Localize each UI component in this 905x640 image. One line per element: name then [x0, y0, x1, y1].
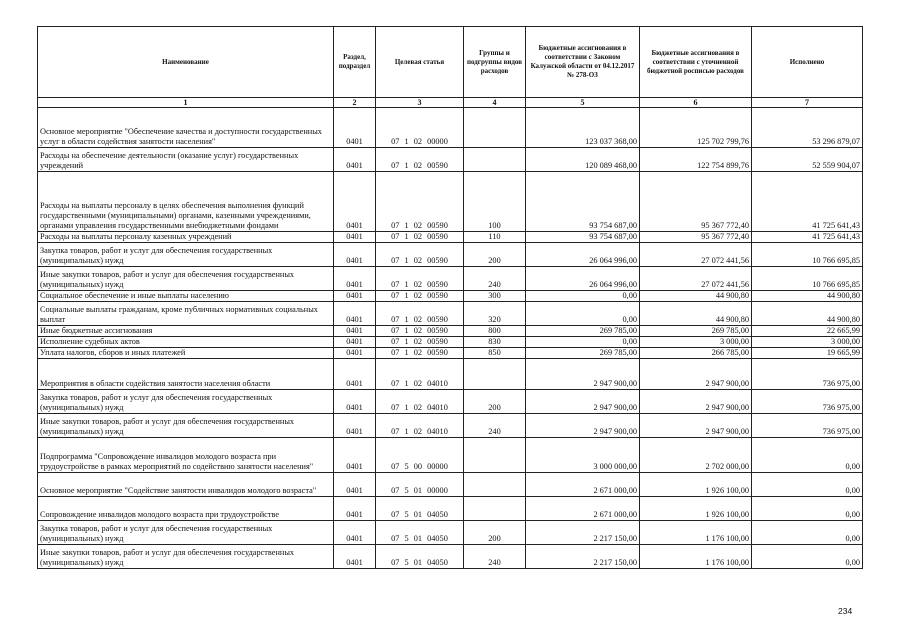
cell-law-amount: 0,00	[526, 337, 640, 348]
cell-law-amount: 2 671 000,00	[526, 473, 640, 497]
cell-executed-amount: 44 900,80	[752, 302, 863, 326]
cell-target: 07 1 02 00590	[376, 243, 464, 267]
cell-executed-amount: 10 766 695,85	[752, 267, 863, 291]
table-row	[38, 267, 863, 291]
table-row	[38, 414, 863, 438]
cell-group: 240	[464, 545, 526, 569]
cell-section: 0401	[334, 545, 376, 569]
cell-group	[464, 359, 526, 390]
cell-executed-amount: 0,00	[752, 473, 863, 497]
cell-executed-amount: 736 975,00	[752, 359, 863, 390]
cell-name: Основное мероприятие "Обеспечение качества и доступности государственных услуг в области содействия занятости населения"	[38, 108, 334, 148]
cell-group: 320	[464, 302, 526, 326]
cell-executed-amount: 22 665,99	[752, 326, 863, 337]
cell-name: Иные закупки товаров, работ и услуг для обеспечения государственных (муниципальных) нужд	[38, 267, 334, 291]
col-number: 1	[38, 98, 334, 108]
cell-target: 07 1 02 00590	[376, 148, 464, 172]
table-row	[38, 497, 863, 521]
table-row	[38, 326, 863, 337]
cell-law-amount: 2 947 900,00	[526, 359, 640, 390]
cell-executed-amount: 0,00	[752, 497, 863, 521]
col-number: 5	[526, 98, 640, 108]
cell-name: Социальное обеспечение и иные выплаты населению	[38, 291, 334, 302]
cell-law-amount: 2 217 150,00	[526, 545, 640, 569]
cell-group	[464, 497, 526, 521]
col-header-name: Наименование	[38, 27, 334, 98]
cell-executed-amount: 44 900,80	[752, 291, 863, 302]
cell-executed-amount: 0,00	[752, 545, 863, 569]
cell-section: 0401	[334, 414, 376, 438]
cell-section: 0401	[334, 302, 376, 326]
cell-target: 07 5 00 00000	[376, 438, 464, 473]
table-row	[38, 148, 863, 172]
cell-executed-amount: 736 975,00	[752, 414, 863, 438]
col-number: 2	[334, 98, 376, 108]
cell-group: 830	[464, 337, 526, 348]
cell-target: 07 5 01 00000	[376, 473, 464, 497]
col-header-groups: Группы и подгруппы видов расходов	[464, 27, 526, 98]
cell-group: 850	[464, 348, 526, 359]
cell-refined-amount: 122 754 899,76	[640, 148, 752, 172]
cell-group: 240	[464, 414, 526, 438]
header-row	[38, 27, 863, 98]
cell-group: 110	[464, 232, 526, 243]
cell-executed-amount: 52 559 904,07	[752, 148, 863, 172]
cell-law-amount: 26 064 996,00	[526, 267, 640, 291]
cell-refined-amount: 3 000,00	[640, 337, 752, 348]
cell-group: 300	[464, 291, 526, 302]
cell-name: Закупка товаров, работ и услуг для обеспечения государственных (муниципальных) нужд	[38, 521, 334, 545]
cell-refined-amount: 2 947 900,00	[640, 414, 752, 438]
cell-section: 0401	[334, 348, 376, 359]
col-number: 7	[752, 98, 863, 108]
cell-target: 07 1 02 00590	[376, 326, 464, 337]
cell-name: Основное мероприятие "Содействие занятости инвалидов молодого возраста"	[38, 473, 334, 497]
table-row	[38, 291, 863, 302]
cell-refined-amount: 95 367 772,40	[640, 232, 752, 243]
cell-executed-amount: 0,00	[752, 521, 863, 545]
cell-refined-amount: 27 072 441,56	[640, 267, 752, 291]
table-body	[38, 108, 863, 569]
col-number: 3	[376, 98, 464, 108]
cell-executed-amount: 41 725 641,43	[752, 232, 863, 243]
table-row	[38, 302, 863, 326]
cell-refined-amount: 269 785,00	[640, 326, 752, 337]
cell-refined-amount: 1 176 100,00	[640, 545, 752, 569]
cell-law-amount: 120 089 468,00	[526, 148, 640, 172]
cell-group: 240	[464, 267, 526, 291]
cell-refined-amount: 125 702 799,76	[640, 108, 752, 148]
cell-name: Иные бюджетные ассигнования	[38, 326, 334, 337]
cell-law-amount: 3 000 000,00	[526, 438, 640, 473]
cell-target: 07 1 02 00590	[376, 267, 464, 291]
cell-target: 07 1 02 00590	[376, 172, 464, 232]
col-number: 4	[464, 98, 526, 108]
cell-target: 07 1 02 00590	[376, 232, 464, 243]
table-row	[38, 108, 863, 148]
cell-target: 07 5 01 04050	[376, 497, 464, 521]
cell-name: Иные закупки товаров, работ и услуг для обеспечения государственных (муниципальных) нужд	[38, 414, 334, 438]
cell-section: 0401	[334, 473, 376, 497]
cell-refined-amount: 266 785,00	[640, 348, 752, 359]
cell-target: 07 1 02 04010	[376, 414, 464, 438]
cell-target: 07 1 02 00590	[376, 337, 464, 348]
cell-law-amount: 2 217 150,00	[526, 521, 640, 545]
cell-executed-amount: 3 000,00	[752, 337, 863, 348]
cell-name: Закупка товаров, работ и услуг для обеспечения государственных (муниципальных) нужд	[38, 390, 334, 414]
cell-section: 0401	[334, 390, 376, 414]
cell-name: Исполнение судебных актов	[38, 337, 334, 348]
cell-section: 0401	[334, 326, 376, 337]
cell-name: Сопровождение инвалидов молодого возраста при трудоустройстве	[38, 497, 334, 521]
table-row	[38, 243, 863, 267]
table-row	[38, 359, 863, 390]
col-number: 6	[640, 98, 752, 108]
cell-target: 07 5 01 04050	[376, 521, 464, 545]
cell-law-amount: 269 785,00	[526, 326, 640, 337]
table-row	[38, 348, 863, 359]
cell-section: 0401	[334, 359, 376, 390]
cell-refined-amount: 1 926 100,00	[640, 473, 752, 497]
cell-refined-amount: 44 900,80	[640, 291, 752, 302]
cell-law-amount: 93 754 687,00	[526, 172, 640, 232]
cell-law-amount: 0,00	[526, 302, 640, 326]
cell-law-amount: 269 785,00	[526, 348, 640, 359]
cell-section: 0401	[334, 108, 376, 148]
table-row	[38, 521, 863, 545]
table-row	[38, 473, 863, 497]
cell-group	[464, 473, 526, 497]
cell-refined-amount: 2 947 900,00	[640, 390, 752, 414]
cell-group: 100	[464, 172, 526, 232]
cell-law-amount: 2 947 900,00	[526, 414, 640, 438]
budget-table	[37, 26, 863, 569]
cell-section: 0401	[334, 148, 376, 172]
cell-law-amount: 2 671 000,00	[526, 497, 640, 521]
cell-name: Социальные выплаты гражданам, кроме публичных нормативных социальных выплат	[38, 302, 334, 326]
cell-group: 200	[464, 390, 526, 414]
cell-section: 0401	[334, 243, 376, 267]
cell-law-amount: 93 754 687,00	[526, 232, 640, 243]
cell-refined-amount: 2 702 000,00	[640, 438, 752, 473]
table-row	[38, 545, 863, 569]
cell-name: Расходы на выплаты персоналу казенных учреждений	[38, 232, 334, 243]
cell-section: 0401	[334, 267, 376, 291]
budget-report-page	[37, 26, 862, 569]
table-row	[38, 390, 863, 414]
cell-name: Подпрограмма "Сопровождение инвалидов молодого возраста при трудоустройстве в рамках мероприятий по содействию занятости населения"	[38, 438, 334, 473]
cell-refined-amount: 1 176 100,00	[640, 521, 752, 545]
col-header-target: Целевая статья	[376, 27, 464, 98]
cell-group: 800	[464, 326, 526, 337]
cell-executed-amount: 19 665,99	[752, 348, 863, 359]
cell-name: Иные закупки товаров, работ и услуг для обеспечения государственных (муниципальных) нужд	[38, 545, 334, 569]
cell-group	[464, 108, 526, 148]
cell-refined-amount: 1 926 100,00	[640, 497, 752, 521]
cell-executed-amount: 736 975,00	[752, 390, 863, 414]
cell-law-amount: 0,00	[526, 291, 640, 302]
cell-group	[464, 148, 526, 172]
cell-section: 0401	[334, 172, 376, 232]
col-header-section: Раздел, подраздел	[334, 27, 376, 98]
cell-name: Мероприятия в области содействия занятости населения области	[38, 359, 334, 390]
table-row	[38, 438, 863, 473]
cell-section: 0401	[334, 521, 376, 545]
cell-name: Уплата налогов, сборов и иных платежей	[38, 348, 334, 359]
cell-section: 0401	[334, 232, 376, 243]
cell-target: 07 1 02 00590	[376, 348, 464, 359]
page-number: 234	[838, 606, 853, 616]
cell-refined-amount: 44 900,80	[640, 302, 752, 326]
cell-target: 07 1 02 04010	[376, 359, 464, 390]
col-header-refined: Бюджетные ассигнования в соответствии с уточненной бюджетной росписью расходов	[640, 27, 752, 98]
cell-target: 07 1 02 04010	[376, 390, 464, 414]
cell-executed-amount: 41 725 641,43	[752, 172, 863, 232]
cell-name: Расходы на обеспечение деятельности (оказание услуг) государственных учреждений	[38, 148, 334, 172]
cell-law-amount: 123 037 368,00	[526, 108, 640, 148]
col-header-executed: Исполнено	[752, 27, 863, 98]
table-row	[38, 172, 863, 232]
cell-target: 07 1 02 00590	[376, 291, 464, 302]
cell-law-amount: 2 947 900,00	[526, 390, 640, 414]
table-row	[38, 337, 863, 348]
table-row	[38, 232, 863, 243]
cell-section: 0401	[334, 438, 376, 473]
cell-refined-amount: 95 367 772,40	[640, 172, 752, 232]
cell-law-amount: 26 064 996,00	[526, 243, 640, 267]
cell-target: 07 1 02 00590	[376, 302, 464, 326]
cell-group	[464, 438, 526, 473]
cell-group: 200	[464, 243, 526, 267]
cell-section: 0401	[334, 497, 376, 521]
cell-executed-amount: 53 296 879,07	[752, 108, 863, 148]
col-header-law: Бюджетные ассигнования в соответствии с Законом Калужской области от 04.12.2017 № 278-ОЗ	[526, 27, 640, 98]
cell-name: Закупка товаров, работ и услуг для обеспечения государственных (муниципальных) нужд	[38, 243, 334, 267]
cell-executed-amount: 0,00	[752, 438, 863, 473]
cell-executed-amount: 10 766 695,85	[752, 243, 863, 267]
cell-target: 07 1 02 00000	[376, 108, 464, 148]
cell-section: 0401	[334, 337, 376, 348]
cell-refined-amount: 2 947 900,00	[640, 359, 752, 390]
cell-section: 0401	[334, 291, 376, 302]
cell-refined-amount: 27 072 441,56	[640, 243, 752, 267]
cell-group: 200	[464, 521, 526, 545]
column-number-row	[38, 98, 863, 108]
cell-name: Расходы на выплаты персоналу в целях обеспечения выполнения функций государственными (муниципальными) органами, казенными учреждениями, органами управления государственными внебюджетными фондами	[38, 172, 334, 232]
cell-target: 07 5 01 04050	[376, 545, 464, 569]
